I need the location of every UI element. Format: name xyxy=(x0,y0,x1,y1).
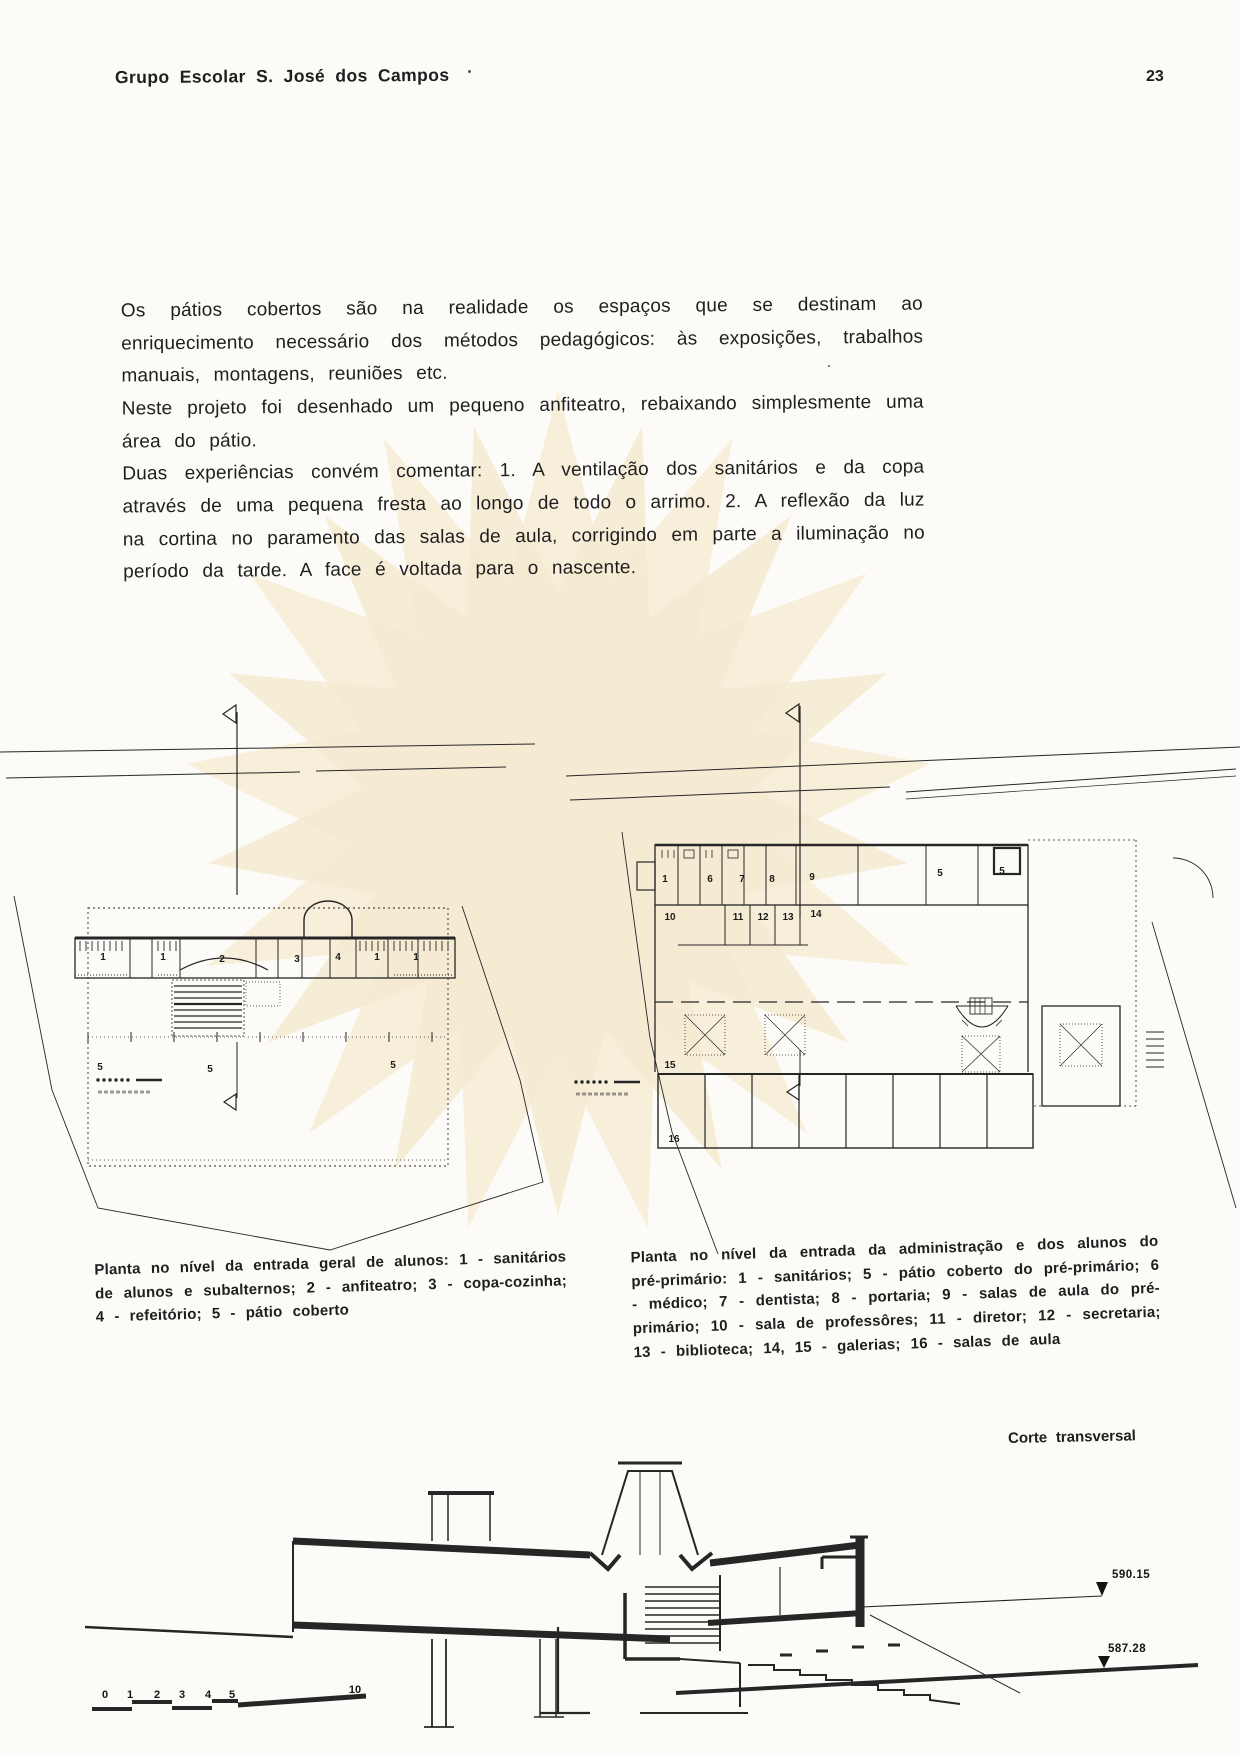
sanitary-fixtures xyxy=(78,941,452,975)
room-label: 1 xyxy=(413,952,419,963)
cross-section-drawing xyxy=(80,1455,1200,1745)
building-section xyxy=(293,1537,868,1639)
scale-tick: 1 xyxy=(126,1689,134,1701)
page-title: Grupo Escolar S. José dos Campos xyxy=(114,64,450,88)
room-label: 14 xyxy=(810,909,822,920)
page-number: 23 xyxy=(1146,68,1164,85)
stairs xyxy=(172,980,280,1036)
room-label: 13 xyxy=(782,912,794,923)
room-label: 4 xyxy=(335,952,341,963)
paragraph-1: Os pátios cobertos são na realidade os espaços que se destinam ao enriquecimento necessário dos métodos pedagógicos: às exposições, trabalhos manuais, montagens, reuniões etc. xyxy=(120,293,924,387)
scale-tick: 2 xyxy=(153,1689,161,1701)
room-label: 16 xyxy=(668,1134,680,1145)
scan-speck xyxy=(828,365,830,367)
north-flag-icon xyxy=(223,705,237,895)
room-label: 10 xyxy=(664,912,676,923)
scale-tick: 5 xyxy=(228,1689,236,1701)
room-label: 1 xyxy=(374,952,380,963)
room-label: 7 xyxy=(739,874,745,885)
elevation-value-lower: 587.28 xyxy=(1108,1643,1147,1655)
room-label: 5 xyxy=(390,1060,396,1071)
room-label: 12 xyxy=(757,912,769,923)
room-labels xyxy=(97,952,419,1075)
north-flag-icon xyxy=(786,704,800,918)
elevation-marker-upper xyxy=(862,1569,1150,1607)
caption-left-plan: Planta no nível da entrada geral de alunos: 1 - sanitários de alunos e subalternos; 2 - anfiteatro; 3 - copa-cozinha; 4 - refeitório; 5 - pátio coberto xyxy=(94,1248,568,1326)
room-label: 6 xyxy=(707,874,713,885)
paragraph-2: Neste projeto foi desenhado um pequeno anfiteatro, rebaixando simplesmente uma área do pátio. xyxy=(121,391,924,453)
site-boundary xyxy=(622,832,1236,1254)
classroom-row xyxy=(658,1074,1033,1148)
scale-tick: 10 xyxy=(348,1684,362,1696)
clerestory xyxy=(602,1463,698,1555)
room-label: 1 xyxy=(160,952,166,963)
building-outline xyxy=(637,845,1028,1072)
south-flag-icon xyxy=(224,1042,237,1110)
chimney xyxy=(428,1493,494,1541)
room-label: 5 xyxy=(999,866,1005,877)
room-label: 5 xyxy=(97,1062,103,1073)
plan-scale-marks xyxy=(575,1081,640,1094)
street-lines xyxy=(0,744,535,778)
room-label: 5 xyxy=(937,868,943,879)
patio-block xyxy=(1042,1006,1120,1106)
ramp-hatch xyxy=(1146,1032,1164,1067)
patio-grid xyxy=(88,1032,448,1160)
exterior-steps xyxy=(748,1615,1020,1704)
scan-speck xyxy=(468,70,471,73)
room-label: 9 xyxy=(809,872,815,883)
paragraph-3: Duas experiências convém comentar: 1. A ventilação dos sanitários e da copa através de uma pequena fresta ao longo de todo o arrimo. 2. A reflexão da luz na cortina no paramento das salas de aula, corrigindo em parte a iluminação no período da tarde. A face é voltada para o nascente. xyxy=(122,456,925,583)
elevation-marker-lower xyxy=(1098,1643,1146,1668)
room-label: 5 xyxy=(207,1064,213,1075)
scale-bar xyxy=(92,1684,366,1709)
scale-tick: 4 xyxy=(204,1689,212,1701)
skylight-boxes xyxy=(685,1015,1102,1072)
room-label: 1 xyxy=(662,874,668,885)
room-label: 15 xyxy=(664,1060,676,1071)
caption-right-plan: Planta no nível da entrada da administração e dos alunos do pré-primário: 1 - sanitários; 5 - pátio coberto do pré-primário; 6 - médico; 7 - dentista; 8 - portaria; 9 - salas de aula do pré-primário; 10 - sala de professôres; 11 - diretor; 12 - secretaria; 13 - biblioteca; 14, 15 - galerias; 16 - salas de aula xyxy=(630,1232,1161,1362)
body-text xyxy=(121,289,926,590)
building-outline xyxy=(75,938,455,978)
lower-structure xyxy=(424,1627,590,1727)
room-label: 1 xyxy=(100,952,106,963)
room-labels xyxy=(662,866,1005,1145)
room-label: 8 xyxy=(769,874,775,885)
section-title: Corte transversal xyxy=(1007,1427,1137,1447)
room-label: 3 xyxy=(294,954,300,965)
room-label: 2 xyxy=(219,954,225,965)
apse-wall xyxy=(304,901,352,938)
room-label: 11 xyxy=(732,912,744,923)
scale-tick: 0 xyxy=(101,1689,109,1701)
scale-tick: 3 xyxy=(178,1689,186,1701)
elevation-value-upper: 590.15 xyxy=(1112,1569,1151,1581)
plan-scale-marks xyxy=(97,1079,162,1092)
